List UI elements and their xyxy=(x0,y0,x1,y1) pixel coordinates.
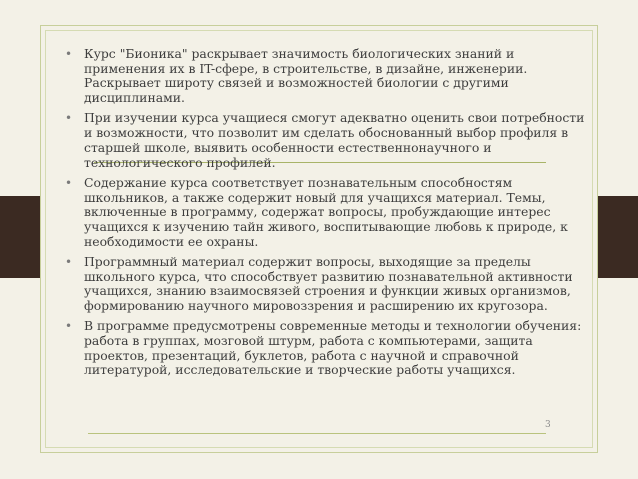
page-number: 3 xyxy=(545,420,551,430)
bullet-icon: • xyxy=(65,47,73,61)
bullet-text: Содержание курса соответствует познавательным способностям школьников, а также содержит новый для учащихся материал. Темы, включенные в программу, содержат вопросы, пробуждающие интерес учащихся к изучению тайн живого, воспитывающие любовь к природе, к необходимости ее охраны. xyxy=(84,174,568,249)
bullet-icon: • xyxy=(65,111,73,126)
bullet-list xyxy=(65,47,585,378)
bullet-text: В программе предусмотрены современные методы и технологии обучения: работа в группах, мозговой штурм, работа с компьютерами, защита проектов, презентаций, буклетов, работа с научной и справочной литературой, исследовательские и творческие работы учащихся. xyxy=(84,318,582,378)
bullet-icon: • xyxy=(65,319,73,334)
bullet-text: При изучении курса учащиеся смогут адекватно оценить свои потребности и возможности, что позволит им сделать обоснованный выбор профиля в старшей школе, выявить особенности естественнонаучного и технологического профилей. xyxy=(84,110,585,170)
bullet-item xyxy=(65,111,585,170)
bullet-icon: • xyxy=(65,254,73,269)
bullet-item xyxy=(65,255,585,314)
bullet-item xyxy=(65,176,585,250)
footer-line xyxy=(88,433,546,434)
bullet-item xyxy=(65,47,585,106)
bullet-text: Программный материал содержит вопросы, выходящие за пределы школьного курса, что способствует развитию познавательной активности учащихся, знанию взаимосвязей строения и функции живых организмов, формированию научного мировоззрения и расширению их кругозора. xyxy=(84,253,573,314)
bullet-item xyxy=(65,319,585,378)
slide-content xyxy=(65,47,585,384)
bullet-text: Курс "Бионика" раскрывает значимость биологических знаний и применения их в IT-сфере, в строительстве, в дизайне, инженерии. Раскрывает широту связей и возможностей биологии с другими дисциплинами. xyxy=(84,46,528,106)
right-decor-bar xyxy=(598,196,638,278)
left-decor-bar xyxy=(0,196,40,278)
bullet-icon: • xyxy=(65,175,73,190)
